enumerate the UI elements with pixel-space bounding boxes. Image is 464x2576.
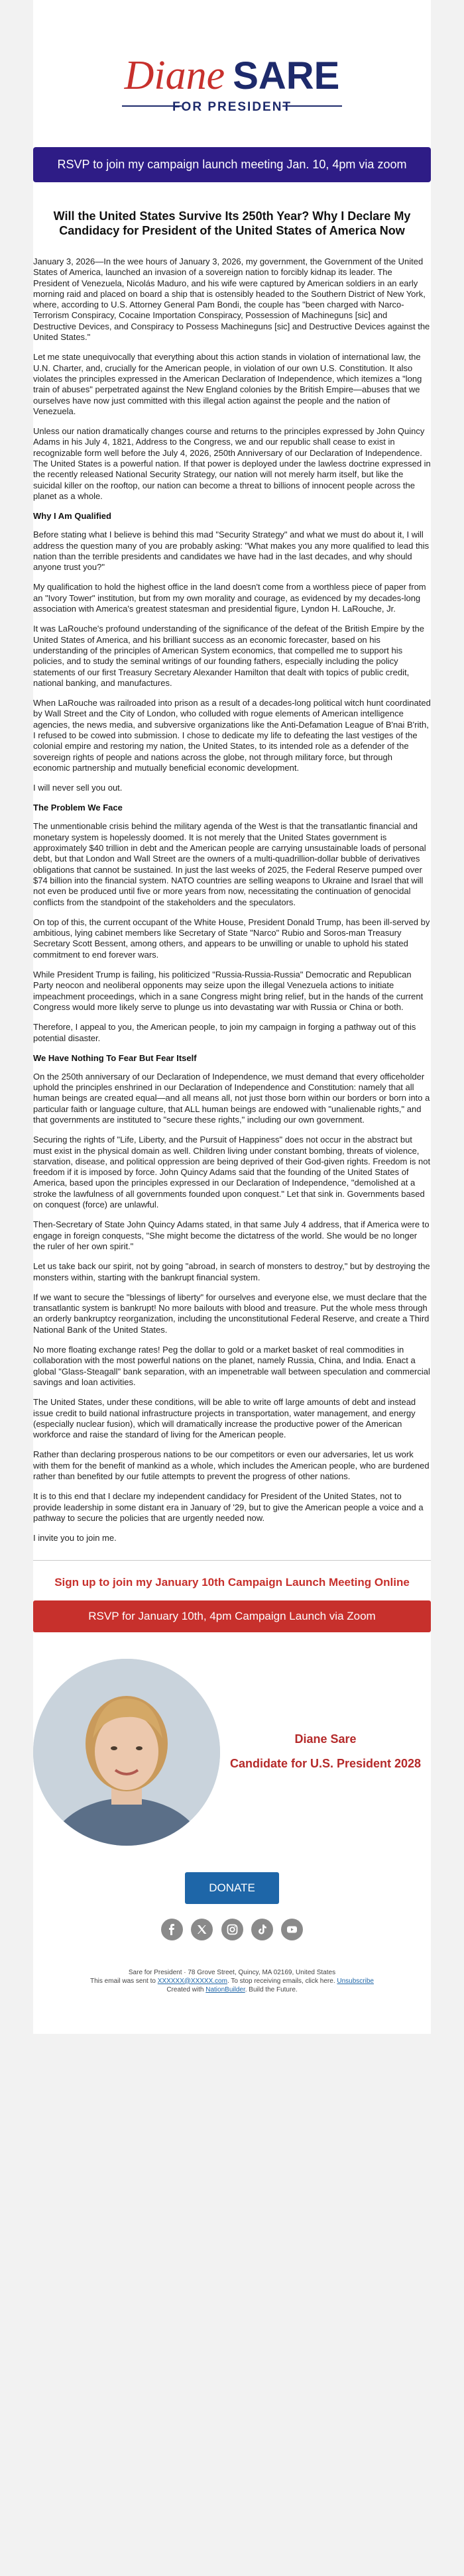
body-paragraph: Before stating what I believe is behind this mad "Security Strategy" and what we must do about it, I will address the question many of you are probably asking: "What makes you any more qualified to lead this nation than the terrible presidents and candidates we have had in the last decades, and why should anyone trust you?" [33,530,430,573]
nationbuilder-link[interactable]: NationBuilder [205,1986,245,1993]
section-heading-fear: We Have Nothing To Fear But Fear Itself [33,1052,197,1063]
body-paragraph: If we want to secure the "blessings of liberty" for ourselves and everyone else, we must declare that the transatlantic system is bankrupt! No more bailouts with blood and treasure. Put the whole mess through an orderly bankruptcy reorganization, including the unconstitutional Federal Reserve, and create a Third National Bank of the United States. [33,1292,430,1335]
candidate-title: Candidate for U.S. President 2028 [229,1757,422,1770]
rsvp-top-button[interactable]: RSVP to join my campaign launch meeting Jan. 10, 4pm via zoom [33,147,431,182]
body-paragraph: I will never sell you out. [33,783,123,793]
body-paragraph: It was LaRouche's profound understanding of the significance of the defeat of the British Empire by the United States of America, and his brilliant success as an economic forecaster, based on his understanding of the principles of American System economics, that compelled me to support his policies, and to study the seminal writings of our founding fathers, especially including the policy statements of our first Treasury Secretary Alexander Hamilton that dealt with topics of public credit, national banking, and manufactures. [33,624,425,688]
candidate-block [33,1659,431,1872]
signup-heading: Sign up to join my January 10th Campaign Launch Meeting Online [54,1575,410,1589]
body-paragraph: On top of this, the current occupant of the White House, President Donald Trump, has been ill-served by ambitious, lying cabinet members like Secretary of State "Narco" Rubio and Soros-man Treasury Secretary Scott Bessent, among others, and appears to be unwilling or unable to uphold his stated commitment to end forever wars. [33,917,430,960]
candidate-text [220,1732,431,1771]
rsvp-zoom-button[interactable]: RSVP for January 10th, 4pm Campaign Launch via Zoom [33,1600,431,1632]
body-paragraph: On the 250th anniversary of our Declaration of Independence, we must demand that every officeholder uphold the principles enshrined in our Declaration of Independence and Constitution: namely that all human beings are created equal—and all means all, not just those born within our borders or born into a particular faith or language culture, that ALL human beings are endowed with "unalienable rights," and that governments are instituted to "secure these rights," including our own government. [33,1071,430,1125]
footer-email-line: This email was sent to XXXXXX@XXXXX.com. To stop receiving emails, click here. Unsubscribe [90,1977,374,1985]
unsubscribe-link[interactable]: Unsubscribe [337,1977,374,1985]
body-paragraph: No more floating exchange rates! Peg the dollar to gold or a market basket of real commodities in collaboration with the most powerful nations on the planet, namely Russia, China, and India. Enact a global "Glass-Steagall" bank separation, with an impenetrable wall between speculation and commercial savings and loan activities. [33,1345,430,1387]
body-paragraph: While President Trump is failing, his politicized "Russia-Russia-Russia" Democratic and Republican Party neocon and neoliberal opponents may seize upon the illegal Venezuela actions to initiate impeachment proceedings, which in a sane Congress might bring relief, but in the hands of the current Congress would more likely serve to plunge us into devastating war with Russia or China or both. [33,970,424,1012]
section-heading-problem: The Problem We Face [33,803,123,813]
body-paragraph: My qualification to hold the highest office in the land doesn't come from a worthless piece of paper from an "Ivory Tower" institution, but from my own morality and courage, as evidenced by my decades-long association with America's greatest statesman and presidential figure, Lyndon H. LaRouche, Jr. [33,582,426,614]
body-paragraph: Securing the rights of "Life, Liberty, and the Pursuit of Happiness" does not occur in the abstract but must exist in the physical domain as well. Children living under constant bombing, threats of violence, starvation, disease, and political oppression are being deprived of their God-given rights. Freedom is not freedom if it is imposed by force. John Quincy Adams said that the founding of the United States of America, based upon the principles expressed in our Declaration of Independence, "demolished at a stroke the lawfulness of all governments founded upon conquest." Let that sink in. Governments based on conquest (force) are unlawful. [33,1135,431,1210]
email-body [33,0,431,2034]
body-paragraph: It is to this end that I declare my independent candidacy for President of the United States, not to provide leadership in some distant era in January of '29, but to give the American people a voice and a pathway to secure the policies that are urgently needed now. [33,1491,424,1523]
intro-paragraph: Let me state unequivocally that everything about this action stands in violation of international law, the U.N. Charter, and, crucially for the American people, in violation of our own U.S. Constitution. It also violates the principles expressed in the American Declaration of Independence, which itemizes a "long train of abuses" perpetrated against the New England colonies by the British Empire—abuses that we ourselves have now just committed with this illegal action against the people and the nation of Venezuela. [33,352,422,416]
body-paragraph: When LaRouche was railroaded into prison as a result of a decades-long political witch hunt coordinated by Wall Street and the City of London, who colluded with rogue elements of American intelligence agencies, the news media, and subversive organizations like the Anti-Defamation League of B'nai B'rith, I refused to be cowed into submission. I chose to dedicate my life to defeating the last vestiges of the colonial empire and restoring my nation, the United States, to its intended role as a defender of the sovereign rights of people and nations across the globe, not through military force, but through economic partnership and mutually beneficial economic development. [33,698,431,773]
body-paragraph: I invite you to join me. [33,1533,117,1543]
logo-first-name: Diane [124,53,225,98]
candidate-photo [33,1659,220,1846]
body-paragraph: Rather than declaring prosperous nations to be our competitors or even our adversaries, let us work with them for the benefit of mankind as a whole, which includes the American people, who are burdened rather than benefited by our futile attempts to prevent the progress of other nations. [33,1449,430,1482]
campaign-logo [33,0,431,147]
letter-title: Will the United States Survive Its 250th Year? Why I Declare My Candidacy for President of the United States of America Now [53,209,411,237]
candidate-name: Diane Sare [294,1732,357,1746]
body-paragraph: Then-Secretary of State John Quincy Adams stated, in that same July 4 address, that if America were to engage in foreign conquests, "She might become the dictatress of the world. She would be no longer the ruler of her own spirit." [33,1219,430,1251]
intro-paragraph: January 3, 2026—In the wee hours of January 3, 2026, my government, the Government of the United States of America, launched an invasion of a sovereign nation to forcibly kidnap its leader. The President of Venezuela, Nicolás Maduro, and his wife were captured by American soldiers in an early morning raid and placed on board a ship that is ostensibly headed to the Southern District of New York, where, according to U.S. Attorney General Pam Bondi, the couple has "been charged with Narco-Terrorism Conspiracy, Cocaine Importation Conspiracy, Possession of Machineguns [sic] and Destructive Devices, and Conspiracy to Possess Machineguns [sic] and Destructive Devices against the United States." [33,256,430,343]
footer-builder-line: Created with NationBuilder. Build the Future. [166,1986,298,1993]
logo-last-name: SARE [233,54,340,97]
letter-content [33,209,431,2034]
footer [33,1968,431,2034]
intro-paragraph: Unless our nation dramatically changes course and returns to the principles expressed by John Quincy Adams in his July 4, 1821, Address to the Congress, we and our republic shall cease to exist in recognizable form well before the July 4, 2026, 250th Anniversary of our Declaration of Independence. The United States is a powerful nation. If that power is deployed under the lawless doctrine expressed in the recently released National Security Strategy, our nation will not merely harm itself, but like the suicidal killer on the rooftop, our nation can become a threat to billions of innocent people across the planet as a whole. [33,426,431,501]
svg-text:DianeSARE [124,53,340,98]
body-paragraph: The unmentionable crisis behind the military agenda of the West is that the transatlantic financial and monetary system is hopelessly doomed. It is not merely that the United States government is approximately $40 trillion in debt and the American people are carrying unsustainable loads of personal debt, but that London and Wall Street are the owners of a multi-quadrillion-dollar bubble of derivatives obligations that cannot be sustained. In just the last weeks of 2025, the Federal Reserve pumped over $74 billion into the financial system. NATO countries are selling weapons to Ukraine and Israel that will not even be produced until five or more years from now, necessitating the continuation of genocidal conflicts from the standpoint of the stakeholders and the speculators. [33,821,426,907]
logo-subtitle: FOR PRESIDENT [172,100,292,114]
footer-address: Sare for President · 78 Grove Street, Quincy, MA 02169, United States [128,1968,336,1976]
section-heading-qualified: Why I Am Qualified [33,511,111,522]
donate-button[interactable]: DONATE [185,1872,279,1904]
body-paragraph: Therefore, I appeal to you, the American people, to join my campaign in forging a pathway out of this potential disaster. [33,1022,416,1043]
social-links [33,1919,431,1968]
divider [33,1560,431,1561]
footer-email-link[interactable]: XXXXXX@XXXXX.com [157,1977,227,1985]
facebook-icon[interactable] [161,1919,183,1940]
instagram-icon[interactable] [221,1919,243,1940]
body-paragraph: The United States, under these conditions, will be able to write off large amounts of debt and instead issue credit to build national infrastructure projects in transportation, water management, and energy (especially nuclear fusion), which will dramatically increase the productive power of the American workforce and raise the standard of living for the American people. [33,1397,416,1440]
x-icon[interactable] [191,1919,213,1940]
tiktok-icon[interactable] [251,1919,273,1940]
logo-graphic [93,48,371,121]
body-paragraph: Let us take back our spirit, not by going "abroad, in search of monsters to destroy," but by destroying the monsters within, starting with the bankrupt financial system. [33,1261,430,1282]
youtube-icon[interactable] [281,1919,303,1940]
donate-row [33,1872,431,1919]
